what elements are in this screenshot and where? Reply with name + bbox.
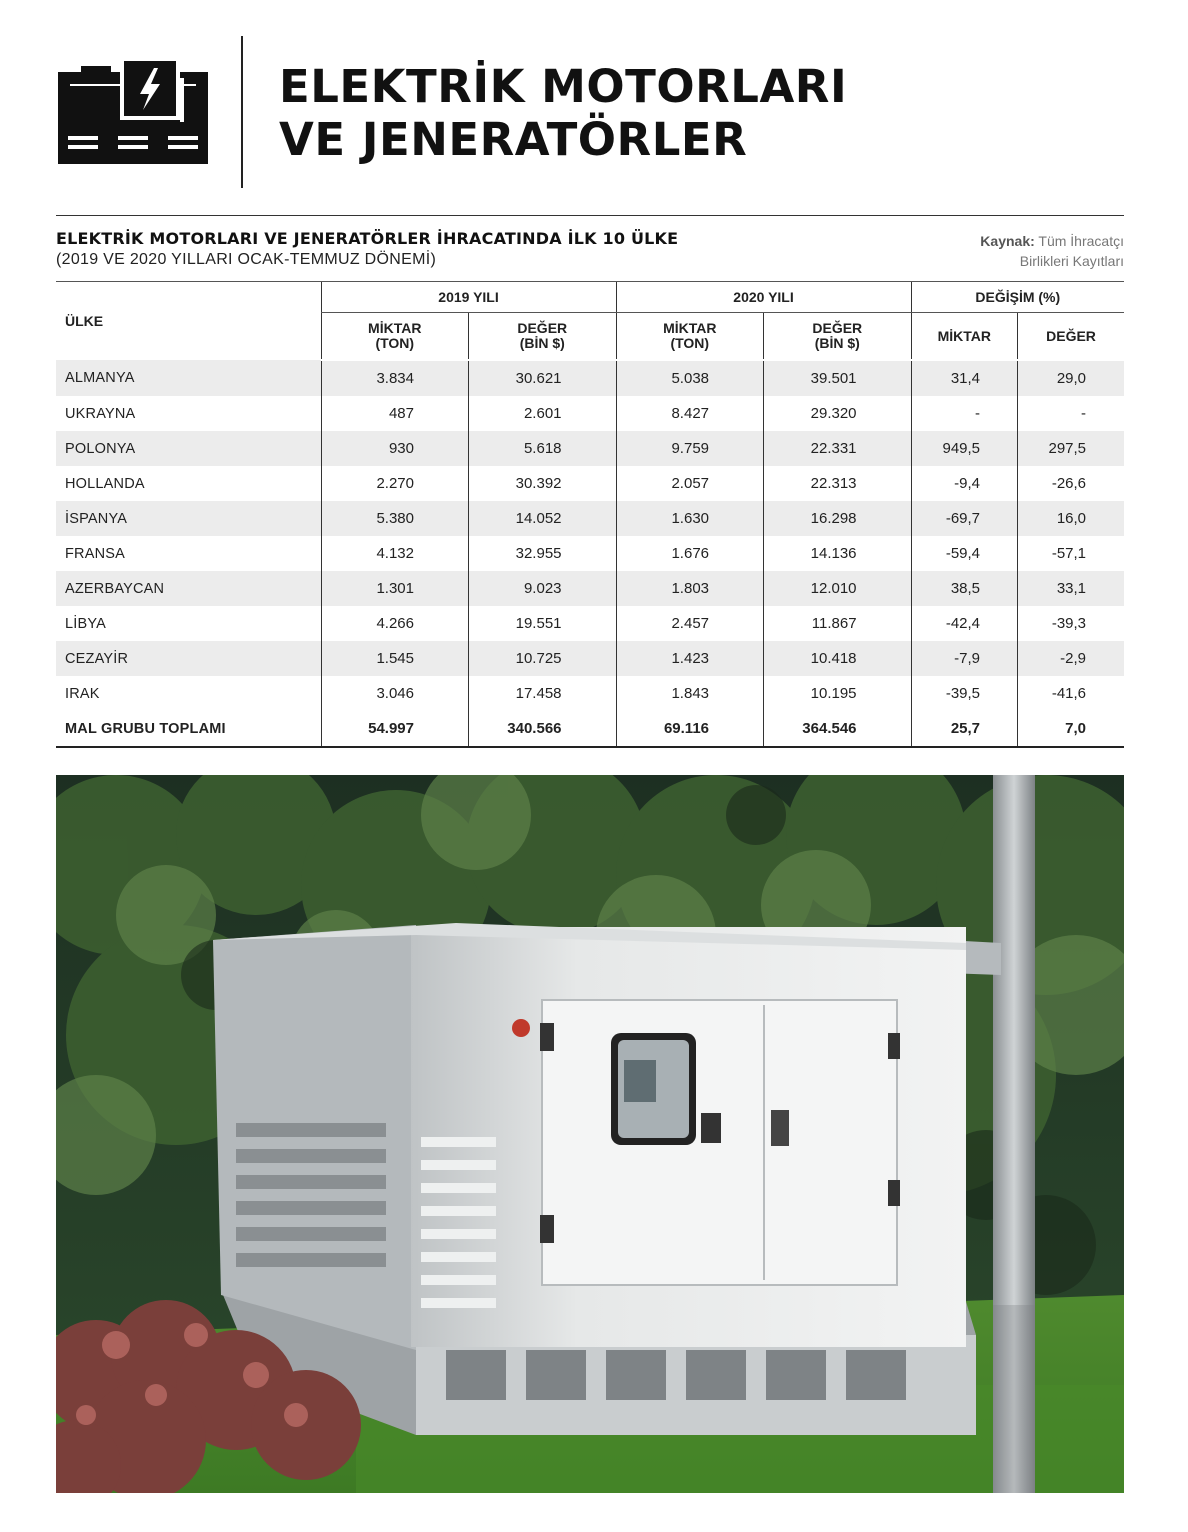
source-line-1: Tüm İhracatçı <box>1038 233 1124 249</box>
qty-2020-cell: 1.843 <box>616 676 764 711</box>
col-chg-qty: MİKTAR <box>911 313 1018 361</box>
title-line-2: VE JENERATÖRLER <box>279 113 748 166</box>
table-row <box>56 641 1124 676</box>
table-row <box>56 431 1124 466</box>
page-title <box>279 60 847 166</box>
col-qty-2019 <box>321 313 469 361</box>
header-divider <box>241 36 243 188</box>
qty-2019-cell: 4.132 <box>321 536 469 571</box>
total-row <box>56 711 1124 747</box>
change-qty-cell: -69,7 <box>911 501 1018 536</box>
change-val-cell: -2,9 <box>1018 641 1125 676</box>
val-2019-cell: 30.621 <box>469 360 617 396</box>
change-val-cell: 33,1 <box>1018 571 1125 606</box>
qty-2019-cell: 1.301 <box>321 571 469 606</box>
change-qty-cell: -39,5 <box>911 676 1018 711</box>
change-qty-cell: -59,4 <box>911 536 1018 571</box>
qty-2020-cell: 1.423 <box>616 641 764 676</box>
col-qty-2020 <box>616 313 764 361</box>
col-group-change: DEĞİŞİM (%) <box>911 282 1124 313</box>
val-2020-cell: 11.867 <box>764 606 912 641</box>
col-unit: (BİN $) <box>519 335 565 351</box>
qty-2020-cell: 5.038 <box>616 360 764 396</box>
source-line-2: Birlikleri Kayıtları <box>1019 253 1124 269</box>
val-2019-cell: 17.458 <box>469 676 617 711</box>
qty-2020-cell: 8.427 <box>616 396 764 431</box>
val-2019-cell: 30.392 <box>469 466 617 501</box>
val-2020-cell: 14.136 <box>764 536 912 571</box>
val-2020-cell: 39.501 <box>764 360 912 396</box>
col-chg-val: DEĞER <box>1018 313 1125 361</box>
col-label: MİKTAR <box>368 320 422 336</box>
country-cell: İSPANYA <box>56 501 321 536</box>
country-cell: HOLLANDA <box>65 475 145 492</box>
country-cell: UKRAYNA <box>65 405 136 422</box>
val-2019-cell: 5.618 <box>469 431 617 466</box>
col-val-2020 <box>764 313 912 361</box>
col-label: MİKTAR <box>663 320 717 336</box>
country-cell: POLONYA <box>56 431 321 466</box>
change-qty-cell: -9,4 <box>911 466 1018 501</box>
country-cell: LİBYA <box>65 615 107 632</box>
qty-2019-cell: 3.834 <box>321 360 469 396</box>
change-qty-cell: 25,7 <box>911 711 1018 747</box>
generator-icon <box>58 58 208 168</box>
table-top-rule <box>56 215 1124 216</box>
country-cell: AZERBAYCAN <box>56 571 321 606</box>
change-qty-cell: 31,4 <box>911 360 1018 396</box>
val-2020-cell: 12.010 <box>764 571 912 606</box>
change-qty-cell: - <box>911 396 1018 431</box>
val-2019-cell: 14.052 <box>469 501 617 536</box>
val-2020-cell: 16.298 <box>764 501 912 536</box>
qty-2019-cell: 4.266 <box>321 606 469 641</box>
qty-2019-cell: 487 <box>321 396 469 431</box>
val-2019-cell: 19.551 <box>469 606 617 641</box>
val-2020-cell: 10.418 <box>764 641 912 676</box>
change-val-cell: - <box>1018 396 1125 431</box>
qty-2020-cell: 1.676 <box>616 536 764 571</box>
country-cell: CEZAYİR <box>56 641 321 676</box>
change-val-cell: 297,5 <box>1018 431 1125 466</box>
change-val-cell: -41,6 <box>1018 676 1125 711</box>
change-qty-cell: -42,4 <box>911 606 1018 641</box>
qty-2020-cell: 1.803 <box>616 571 764 606</box>
source-note <box>980 231 1124 271</box>
qty-2020-cell: 69.116 <box>616 711 764 747</box>
change-val-cell: 29,0 <box>1018 360 1125 396</box>
val-2019-cell: 9.023 <box>469 571 617 606</box>
col-unit: (BİN $) <box>814 335 860 351</box>
qty-2019-cell: 54.997 <box>321 711 469 747</box>
qty-2020-cell: 2.457 <box>616 606 764 641</box>
table-row <box>56 396 1124 431</box>
qty-2019-cell: 930 <box>321 431 469 466</box>
change-val-cell: 7,0 <box>1018 711 1125 747</box>
col-label: DEĞER <box>812 320 863 336</box>
change-val-cell: -57,1 <box>1018 536 1125 571</box>
table-row <box>56 360 1124 396</box>
export-table <box>56 281 1124 748</box>
country-cell: MAL GRUBU TOPLAMI <box>56 711 321 747</box>
country-cell: ALMANYA <box>56 360 321 396</box>
table-row <box>56 466 1124 501</box>
change-qty-cell: 949,5 <box>911 431 1018 466</box>
table-row <box>56 676 1124 711</box>
change-val-cell: -39,3 <box>1018 606 1125 641</box>
qty-2019-cell: 2.270 <box>321 466 469 501</box>
qty-2020-cell: 2.057 <box>616 466 764 501</box>
table-title: ELEKTRİK MOTORLARI VE JENERATÖRLER İHRACATINDA İLK 10 ÜLKE <box>56 229 679 248</box>
val-2019-cell: 32.955 <box>469 536 617 571</box>
table-row <box>56 501 1124 536</box>
val-2019-cell: 10.725 <box>469 641 617 676</box>
country-cell: FRANSA <box>65 545 126 562</box>
table-row <box>56 606 1124 641</box>
val-2019-cell: 340.566 <box>469 711 617 747</box>
table-row <box>56 536 1124 571</box>
col-val-2019 <box>469 313 617 361</box>
val-2019-cell: 2.601 <box>469 396 617 431</box>
source-label: Kaynak: <box>980 233 1035 249</box>
val-2020-cell: 29.320 <box>764 396 912 431</box>
col-group-2020: 2020 YILI <box>616 282 911 313</box>
col-label: DEĞER <box>517 320 568 336</box>
col-unit: (TON) <box>670 335 710 351</box>
val-2020-cell: 22.313 <box>764 466 912 501</box>
col-country: ÜLKE <box>56 282 321 361</box>
qty-2019-cell: 1.545 <box>321 641 469 676</box>
change-qty-cell: 38,5 <box>911 571 1018 606</box>
change-val-cell: 16,0 <box>1018 501 1125 536</box>
generator-photo <box>56 775 1124 1493</box>
change-val-cell: -26,6 <box>1018 466 1125 501</box>
table-subtitle: (2019 VE 2020 YILLARI OCAK-TEMMUZ DÖNEMİ) <box>56 251 437 268</box>
val-2020-cell: 22.331 <box>764 431 912 466</box>
val-2020-cell: 10.195 <box>764 676 912 711</box>
val-2020-cell: 364.546 <box>764 711 912 747</box>
country-cell: IRAK <box>65 685 100 702</box>
qty-2020-cell: 1.630 <box>616 501 764 536</box>
col-unit: (TON) <box>375 335 415 351</box>
table-row <box>56 571 1124 606</box>
qty-2020-cell: 9.759 <box>616 431 764 466</box>
qty-2019-cell: 5.380 <box>321 501 469 536</box>
col-group-2019: 2019 YILI <box>321 282 616 313</box>
qty-2019-cell: 3.046 <box>321 676 469 711</box>
change-qty-cell: -7,9 <box>911 641 1018 676</box>
title-line-1: ELEKTRİK MOTORLARI <box>279 60 848 113</box>
